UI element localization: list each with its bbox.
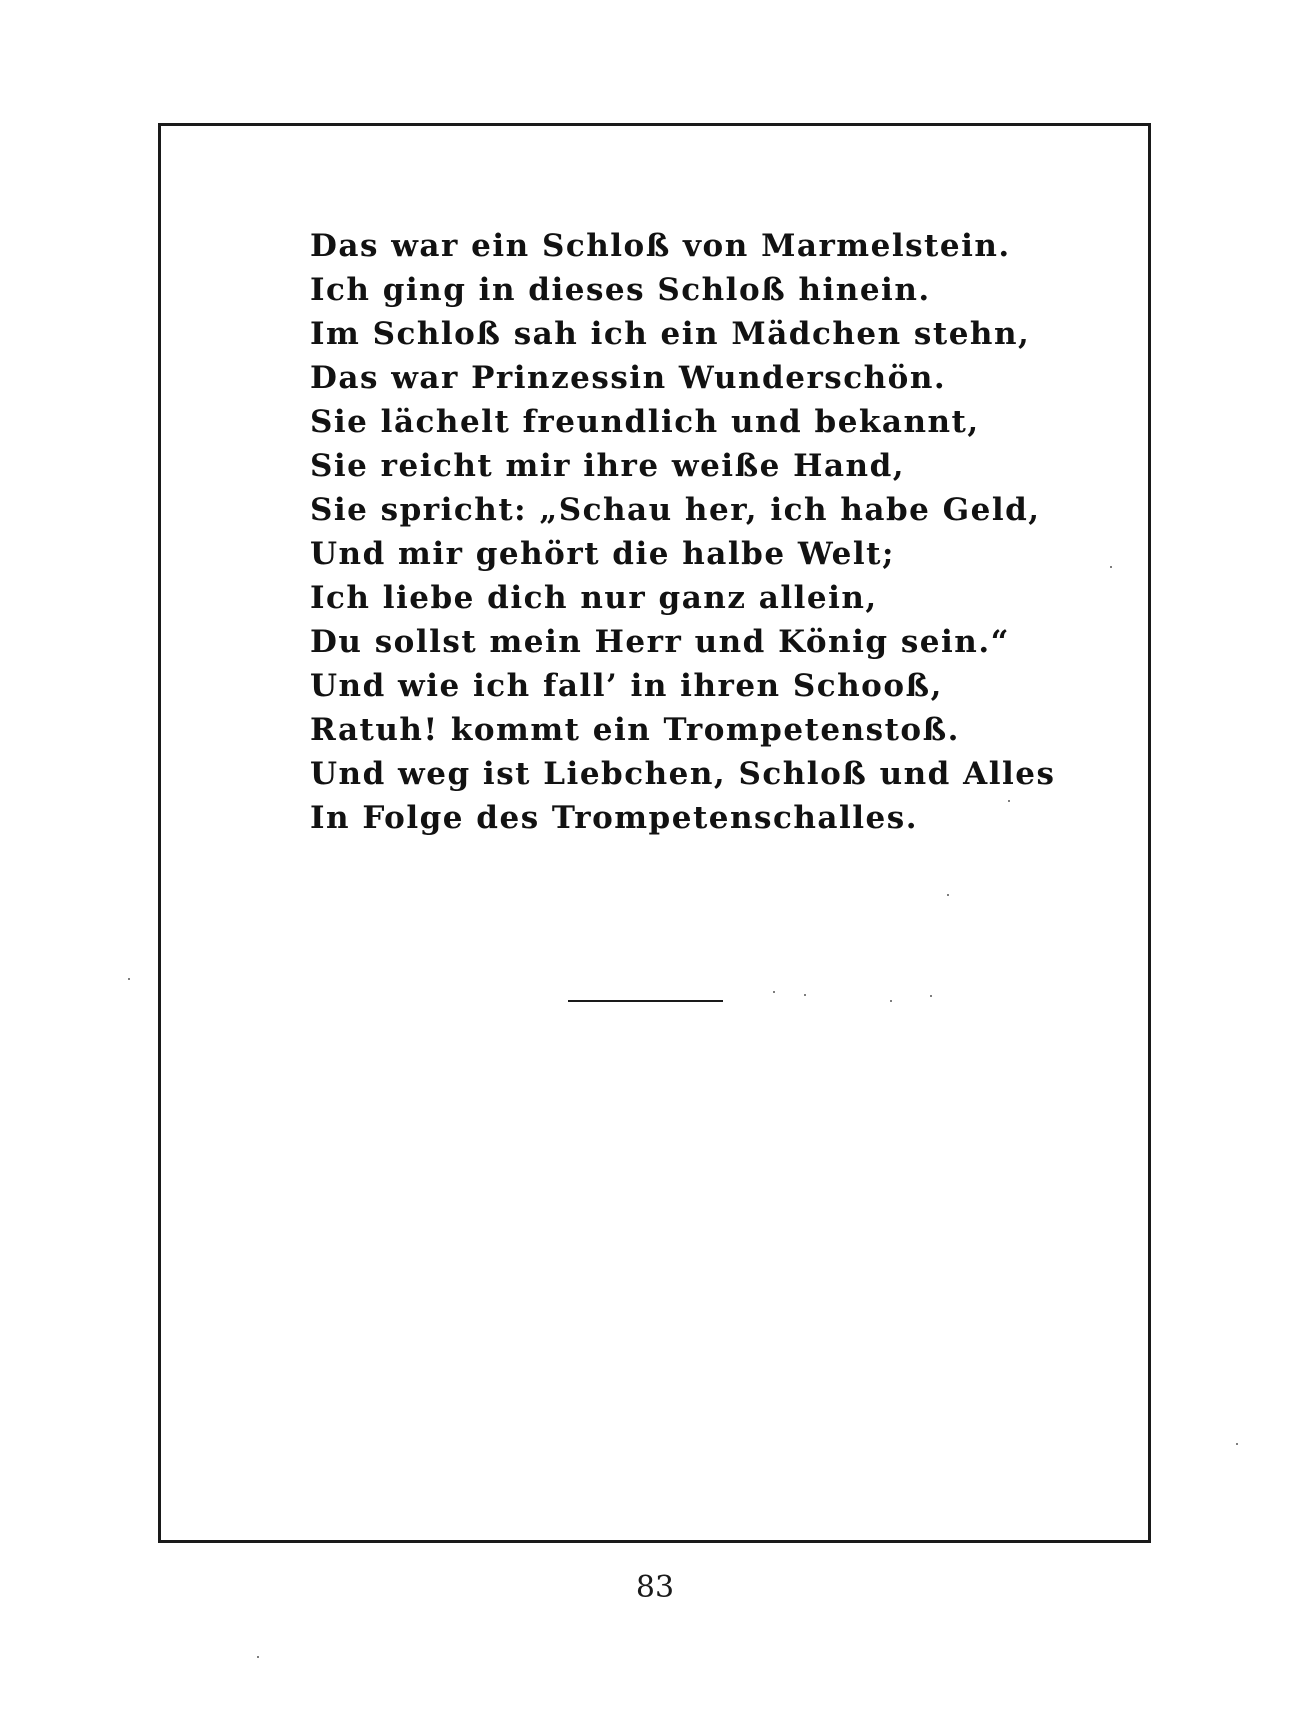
scan-speck [890,1000,892,1002]
poem-text [310,224,1070,840]
poem-line: In Folge des Trompetenschalles. [310,800,919,836]
poem-line: Im Schloß sah ich ein Mädchen stehn, [310,316,1031,352]
poem-line: Ich ging in dieses Schloß hinein. [310,272,931,308]
poem-line: Das war Prinzessin Wunderschön. [310,360,947,396]
poem-line: Und mir gehört die halbe Welt; [310,536,895,572]
scan-speck [773,991,775,993]
poem-line: Ratuh! kommt ein Trompetenstoß. [310,712,960,748]
poem-line: Sie reicht mir ihre weiße Hand, [310,448,906,484]
scan-speck [804,994,806,996]
section-divider-rule [568,1000,723,1002]
page-number: 83 [635,1570,675,1605]
poem-line: Und weg ist Liebchen, Schloß und Alles [310,756,1056,792]
scan-speck [947,894,949,896]
poem-line: Und wie ich fall’ in ihren Schooß, [310,668,943,704]
scan-speck [128,978,130,980]
poem-line: Sie spricht: „Schau her, ich habe Geld, [310,492,1041,528]
poem-line: Das war ein Schloß von Marmelstein. [310,228,1011,264]
scan-speck [1110,566,1112,568]
scan-speck [1008,800,1010,802]
scan-speck [1236,1443,1238,1445]
poem-line: Ich liebe dich nur ganz allein, [310,580,878,616]
poem-line: Du sollst mein Herr und König sein.“ [310,624,1010,660]
scan-speck [930,995,932,997]
poem-line: Sie lächelt freundlich und bekannt, [310,404,980,440]
scan-speck [257,1656,259,1658]
